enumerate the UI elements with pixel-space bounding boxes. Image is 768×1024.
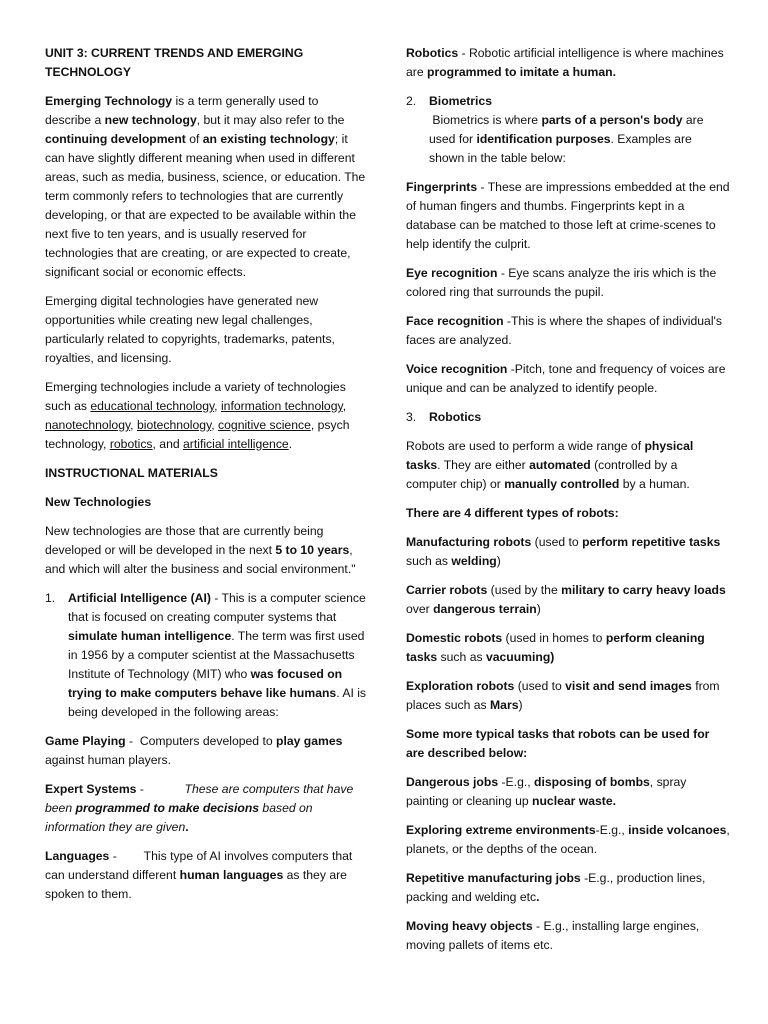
text: (used to xyxy=(514,679,566,693)
text: over xyxy=(406,602,434,616)
bold-text: manually controlled xyxy=(504,477,620,491)
bold-text: dangerous terrain xyxy=(433,602,537,616)
text: such as xyxy=(437,650,486,664)
text: from places such as xyxy=(406,679,720,712)
bold-text: new technology xyxy=(104,113,197,127)
text: . AI is being developed in the following areas: xyxy=(68,686,367,719)
italic-text: based on information they are given xyxy=(45,801,313,834)
text: are used for xyxy=(429,113,704,146)
text: -Pitch, tone and frequency of voices are unique and can be analyzed to identify people. xyxy=(406,362,726,395)
text: (used by the xyxy=(487,583,562,597)
italic-text: These are computers that have been xyxy=(45,782,354,815)
bold-text: Fingerprints xyxy=(406,180,478,194)
text: , xyxy=(130,418,137,432)
list-number: 3. xyxy=(406,410,417,424)
text: Emerging technologies include a variety of technologies such as xyxy=(45,380,346,413)
extreme-environments-paragraph xyxy=(406,821,730,859)
dangerous-jobs-paragraph xyxy=(406,773,730,811)
text: -E.g., xyxy=(498,775,535,789)
biometrics-description xyxy=(429,111,730,168)
bold-text: identification purposes xyxy=(476,132,611,146)
robots-paragraph xyxy=(406,437,730,494)
biometrics-title: Biometrics xyxy=(429,94,492,108)
text: as they are spoken to them. xyxy=(45,868,347,901)
bold-text: . xyxy=(536,890,540,904)
text: such as xyxy=(406,554,452,568)
term-emerging-technology: Emerging Technology xyxy=(45,94,173,108)
bold-text: Face recognition xyxy=(406,314,504,328)
bold-text: continuing development xyxy=(45,132,186,146)
unit-title: UNIT 3: CURRENT TRENDS AND EMERGING TECHNOLOGY xyxy=(45,46,304,79)
moving-heavy-objects-paragraph xyxy=(406,917,730,955)
domestic-robots-paragraph xyxy=(406,629,730,667)
right-column xyxy=(406,44,730,965)
repetitive-manufacturing-paragraph xyxy=(406,869,730,907)
face-recognition-paragraph xyxy=(406,312,730,350)
text: (controlled by a computer chip) or xyxy=(406,458,678,491)
eye-recognition-paragraph xyxy=(406,264,730,302)
list-number: 2. xyxy=(406,94,417,108)
bold-text: Robotics xyxy=(406,46,459,60)
bold-text: automated xyxy=(529,458,591,472)
text: ) xyxy=(536,602,541,616)
bold-text: human languages xyxy=(179,868,284,882)
bold-text: programmed to imitate a human. xyxy=(427,65,616,79)
text: , and which will alter the business and social environment." xyxy=(45,543,356,576)
text: against human players. xyxy=(45,753,172,767)
text: -E.g., xyxy=(595,823,629,837)
bold-text: simulate human intelligence xyxy=(68,629,232,643)
voice-recognition-paragraph xyxy=(406,360,730,398)
bold-text: Mars xyxy=(490,698,519,712)
text: is a term generally used to describe a xyxy=(45,94,319,127)
bold-text: Moving heavy objects xyxy=(406,919,533,933)
bold-text: military to carry heavy loads xyxy=(561,583,726,597)
text: . Examples are shown in the table below: xyxy=(429,132,692,165)
bold-text: perform repetitive tasks xyxy=(582,535,721,549)
game-playing-paragraph xyxy=(45,732,367,770)
bold-text: Voice recognition xyxy=(406,362,508,376)
text: - Eye scans analyze the iris which is the colored ring that surrounds the pupil. xyxy=(406,266,717,299)
link-information-technology[interactable]: information technology xyxy=(220,399,343,413)
bold-text: Dangerous jobs xyxy=(406,775,499,789)
text: , but it may also refer to the xyxy=(196,113,345,127)
text: - Computers developed to xyxy=(125,734,277,748)
bold-text: physical tasks xyxy=(406,439,694,472)
robot-tasks-heading: Some more typical tasks that robots can be used for are described below: xyxy=(406,727,710,760)
text: (used to xyxy=(531,535,583,549)
link-educational-technology[interactable]: educational technology xyxy=(90,399,215,413)
text: , xyxy=(214,399,221,413)
technologies-list-paragraph xyxy=(45,378,367,454)
left-column xyxy=(45,44,367,914)
bold-text: Repetitive manufacturing jobs xyxy=(406,871,581,885)
text: Biometrics is where xyxy=(429,113,542,127)
bold-text: Eye recognition xyxy=(406,266,498,280)
bold-text: was focused on trying to make computers behave like humans xyxy=(68,667,343,700)
new-technologies-heading: New Technologies xyxy=(45,495,152,509)
list-number: 1. xyxy=(45,591,56,605)
manufacturing-robots-paragraph xyxy=(406,533,730,571)
fingerprints-paragraph xyxy=(406,178,730,254)
text: - This is a computer science that is focused on creating computer systems that xyxy=(68,591,366,624)
bold-text: inside volcanoes xyxy=(628,823,727,837)
text: , spray painting or cleaning up xyxy=(406,775,687,808)
link-cognitive-science[interactable]: cognitive science xyxy=(218,418,311,432)
bold-text: Artificial Intelligence (AI) xyxy=(68,591,211,605)
text: , planets, or the depths of the ocean. xyxy=(406,823,730,856)
text: - These are impressions embedded at the end of human fingers and thumbs. Fingerprints kept in a database can be matched to those left at crime-scenes to help identify the culprit. xyxy=(406,180,730,251)
bold-text: parts of a person's body xyxy=(541,113,683,127)
text: , xyxy=(211,418,219,432)
bold-text: Exploration robots xyxy=(406,679,515,693)
bold-text: vacuuming) xyxy=(485,650,555,664)
text: , and xyxy=(152,437,184,451)
robot-types-heading: There are 4 different types of robots: xyxy=(406,506,619,520)
link-nanotechnology[interactable]: nanotechnology xyxy=(45,418,131,432)
text: -E.g., production lines, packing and welding etc xyxy=(406,871,706,904)
text: , psych technology, xyxy=(45,418,350,451)
text: . The term was first used in 1956 by a computer scientist at the Massachusetts Institute of Technology (MIT) who xyxy=(68,629,365,681)
bold-text: welding xyxy=(451,554,497,568)
exploration-robots-paragraph xyxy=(406,677,730,715)
text: by a human. xyxy=(619,477,690,491)
text: of xyxy=(185,132,203,146)
bold-text: Game Playing xyxy=(45,734,126,748)
list-item-robotics xyxy=(406,408,730,427)
bold-text: disposing of bombs xyxy=(534,775,650,789)
robotics-ai-paragraph xyxy=(406,44,730,82)
list-item-biometrics xyxy=(406,92,730,168)
link-robotics[interactable]: robotics xyxy=(109,437,153,451)
text: , xyxy=(342,399,347,413)
text: - Robotic artificial intelligence is where machines are xyxy=(406,46,724,79)
emerging-technology-paragraph xyxy=(45,92,367,282)
text: - This type of AI involves computers that can understand different xyxy=(45,849,356,882)
bold-text: perform cleaning tasks xyxy=(406,631,705,664)
bold-italic-text: programmed to make decisions xyxy=(75,801,260,815)
bold-text: visit and send images xyxy=(565,679,692,693)
bold-text: 5 to 10 years xyxy=(275,543,350,557)
text: - E.g., installing large engines, moving pallets of items etc. xyxy=(406,919,700,952)
robotics-title: Robotics xyxy=(429,410,482,424)
text: . xyxy=(288,437,293,451)
text: -This is where the shapes of individual's faces are analyzed. xyxy=(406,314,722,347)
bold-text: Carrier robots xyxy=(406,583,488,597)
expert-systems-paragraph xyxy=(45,780,367,837)
link-biotechnology[interactable]: biotechnology xyxy=(136,418,212,432)
text: ; it can have slightly different meaning when used in different areas, such as media, business, science, or education. The term commonly refers to technologies that are currently developing, or that are expected to be available within the next five to ten years, and is usually reserved for technologies that are creating, or are expected to create, significant social or economic effects. xyxy=(45,132,366,279)
bold-text: Manufacturing robots xyxy=(406,535,532,549)
digital-technologies-paragraph: Emerging digital technologies have generated new opportunities while creating new legal challenges, particularly related to copyrights, trademarks, patents, royalties, and licensing. xyxy=(45,294,335,365)
bold-text: nuclear waste. xyxy=(532,794,617,808)
bold-text: an existing technology xyxy=(202,132,335,146)
list-item-ai xyxy=(45,589,367,722)
instructional-materials-heading: INSTRUCTIONAL MATERIALS xyxy=(45,466,218,480)
text: ) xyxy=(518,698,523,712)
languages-paragraph xyxy=(45,847,367,904)
bold-text: Domestic robots xyxy=(406,631,503,645)
bold-text: . xyxy=(185,820,189,834)
bold-text: Exploring extreme environments xyxy=(406,823,596,837)
text: ) xyxy=(496,554,501,568)
bold-text: play games xyxy=(276,734,343,748)
text: Robots are used to perform a wide range of xyxy=(406,439,645,453)
text: (used in homes to xyxy=(502,631,606,645)
text: - xyxy=(136,782,185,796)
bold-text: Expert Systems xyxy=(45,782,137,796)
link-artificial-intelligence[interactable]: artificial intelligence xyxy=(183,437,289,451)
new-technologies-paragraph xyxy=(45,522,367,579)
text: New technologies are those that are currently being developed or will be developed in the next xyxy=(45,524,324,557)
carrier-robots-paragraph xyxy=(406,581,730,619)
text: . They are either xyxy=(437,458,530,472)
bold-text: Languages xyxy=(45,849,110,863)
